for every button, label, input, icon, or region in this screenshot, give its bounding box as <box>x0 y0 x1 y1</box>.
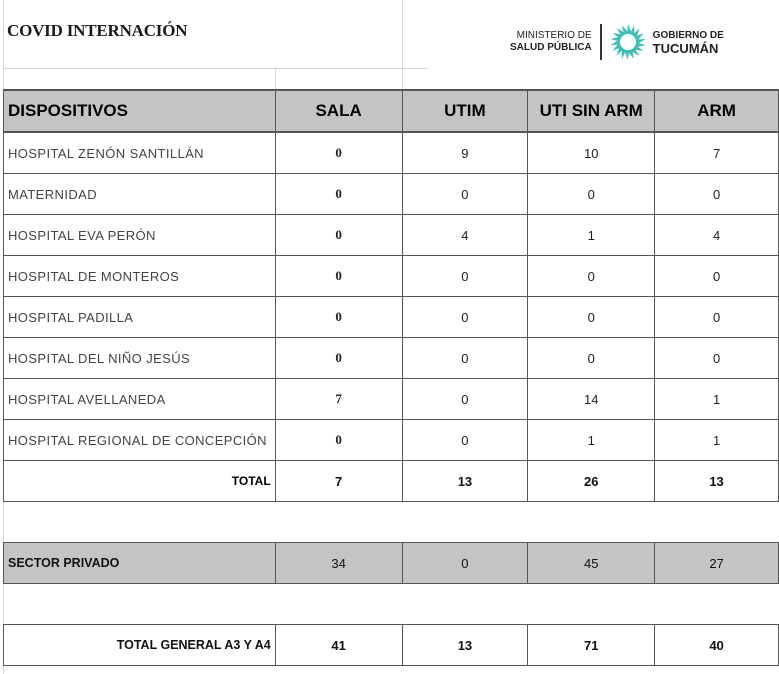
private-utim: 0 <box>402 543 528 584</box>
cell-utim: 0 <box>402 379 528 420</box>
cell-uti-sin-arm: 10 <box>528 132 655 174</box>
cell-sala: 7 <box>275 379 402 420</box>
gov-line1: GOBIERNO DE <box>652 30 724 41</box>
private-sala: 34 <box>275 543 402 584</box>
hospital-name: HOSPITAL ZENÓN SANTILLÁN <box>4 132 276 174</box>
cell-arm: 4 <box>655 215 779 256</box>
sheet-gridline <box>402 0 403 89</box>
total-uti-sin-arm: 26 <box>528 461 655 502</box>
private-sector-label: SECTOR PRIVADO <box>4 543 276 584</box>
spacer-cell <box>4 502 779 543</box>
logo-divider <box>600 24 602 60</box>
private-sector-row <box>4 543 779 584</box>
table-header-row <box>4 90 779 132</box>
cell-utim: 0 <box>402 338 528 379</box>
hospital-name: HOSPITAL EVA PERÓN <box>4 215 276 256</box>
table-row <box>4 215 779 256</box>
spacer-cell <box>4 584 779 625</box>
ministry-line2: SALUD PÚBLICA <box>510 42 592 53</box>
grand-total-uti-sin-arm: 71 <box>528 625 655 666</box>
cell-arm: 0 <box>655 338 779 379</box>
table-row <box>4 174 779 215</box>
column-header-sala: SALA <box>275 90 402 132</box>
ministry-name <box>510 30 592 54</box>
cell-uti-sin-arm: 0 <box>528 297 655 338</box>
ministry-line1: MINISTERIO DE <box>516 30 592 41</box>
column-header-dispositivos: DISPOSITIVOS <box>4 90 276 132</box>
grand-total-row <box>4 625 779 666</box>
grand-total-utim: 13 <box>402 625 528 666</box>
total-arm: 13 <box>655 461 779 502</box>
hospital-name: HOSPITAL REGIONAL DE CONCEPCIÓN <box>4 420 276 461</box>
sheet-gridline <box>3 68 428 69</box>
page-title: COVID INTERNACIÓN <box>7 21 188 40</box>
cell-utim: 0 <box>402 174 528 215</box>
table-row <box>4 297 779 338</box>
table-row <box>4 256 779 297</box>
cell-arm: 0 <box>655 174 779 215</box>
cell-arm: 1 <box>655 420 779 461</box>
cell-utim: 0 <box>402 420 528 461</box>
hospital-name: HOSPITAL PADILLA <box>4 297 276 338</box>
sheet-gridline <box>275 68 276 89</box>
cell-uti-sin-arm: 0 <box>528 256 655 297</box>
hospital-name: HOSPITAL DE MONTEROS <box>4 256 276 297</box>
covid-hospitalization-table <box>3 89 779 666</box>
cell-sala: 0 <box>275 256 402 297</box>
ministry-logo <box>510 22 724 62</box>
grand-total-sala: 41 <box>275 625 402 666</box>
grand-total-arm: 40 <box>655 625 779 666</box>
total-sala: 7 <box>275 461 402 502</box>
cell-arm: 1 <box>655 379 779 420</box>
cell-utim: 0 <box>402 297 528 338</box>
column-header-utim: UTIM <box>402 90 528 132</box>
private-arm: 27 <box>655 543 779 584</box>
table-row <box>4 420 779 461</box>
table-row <box>4 132 779 174</box>
sun-rays-logo-icon <box>609 23 647 61</box>
cell-sala: 0 <box>275 338 402 379</box>
hospital-name: MATERNIDAD <box>4 174 276 215</box>
cell-sala: 0 <box>275 420 402 461</box>
cell-sala: 0 <box>275 297 402 338</box>
cell-arm: 0 <box>655 256 779 297</box>
total-row <box>4 461 779 502</box>
hospital-name: HOSPITAL DEL NIÑO JESÚS <box>4 338 276 379</box>
spacer-row <box>4 502 779 543</box>
cell-arm: 0 <box>655 297 779 338</box>
cell-utim: 4 <box>402 215 528 256</box>
total-label: TOTAL <box>4 461 276 502</box>
cell-sala: 0 <box>275 132 402 174</box>
grand-total-label: TOTAL GENERAL A3 Y A4 <box>4 625 276 666</box>
gov-line2: TUCUMÁN <box>652 41 719 56</box>
spacer-row <box>4 584 779 625</box>
cell-uti-sin-arm: 1 <box>528 420 655 461</box>
cell-sala: 0 <box>275 174 402 215</box>
private-uti-sin-arm: 45 <box>528 543 655 584</box>
cell-uti-sin-arm: 1 <box>528 215 655 256</box>
cell-sala: 0 <box>275 215 402 256</box>
column-header-arm: ARM <box>655 90 779 132</box>
cell-utim: 0 <box>402 256 528 297</box>
cell-uti-sin-arm: 14 <box>528 379 655 420</box>
column-header-uti-sin-arm: UTI SIN ARM <box>528 90 655 132</box>
table-row <box>4 379 779 420</box>
government-name <box>653 29 724 55</box>
cell-uti-sin-arm: 0 <box>528 338 655 379</box>
cell-arm: 7 <box>655 132 779 174</box>
table-row <box>4 338 779 379</box>
cell-uti-sin-arm: 0 <box>528 174 655 215</box>
cell-utim: 9 <box>402 132 528 174</box>
total-utim: 13 <box>402 461 528 502</box>
hospital-name: HOSPITAL AVELLANEDA <box>4 379 276 420</box>
